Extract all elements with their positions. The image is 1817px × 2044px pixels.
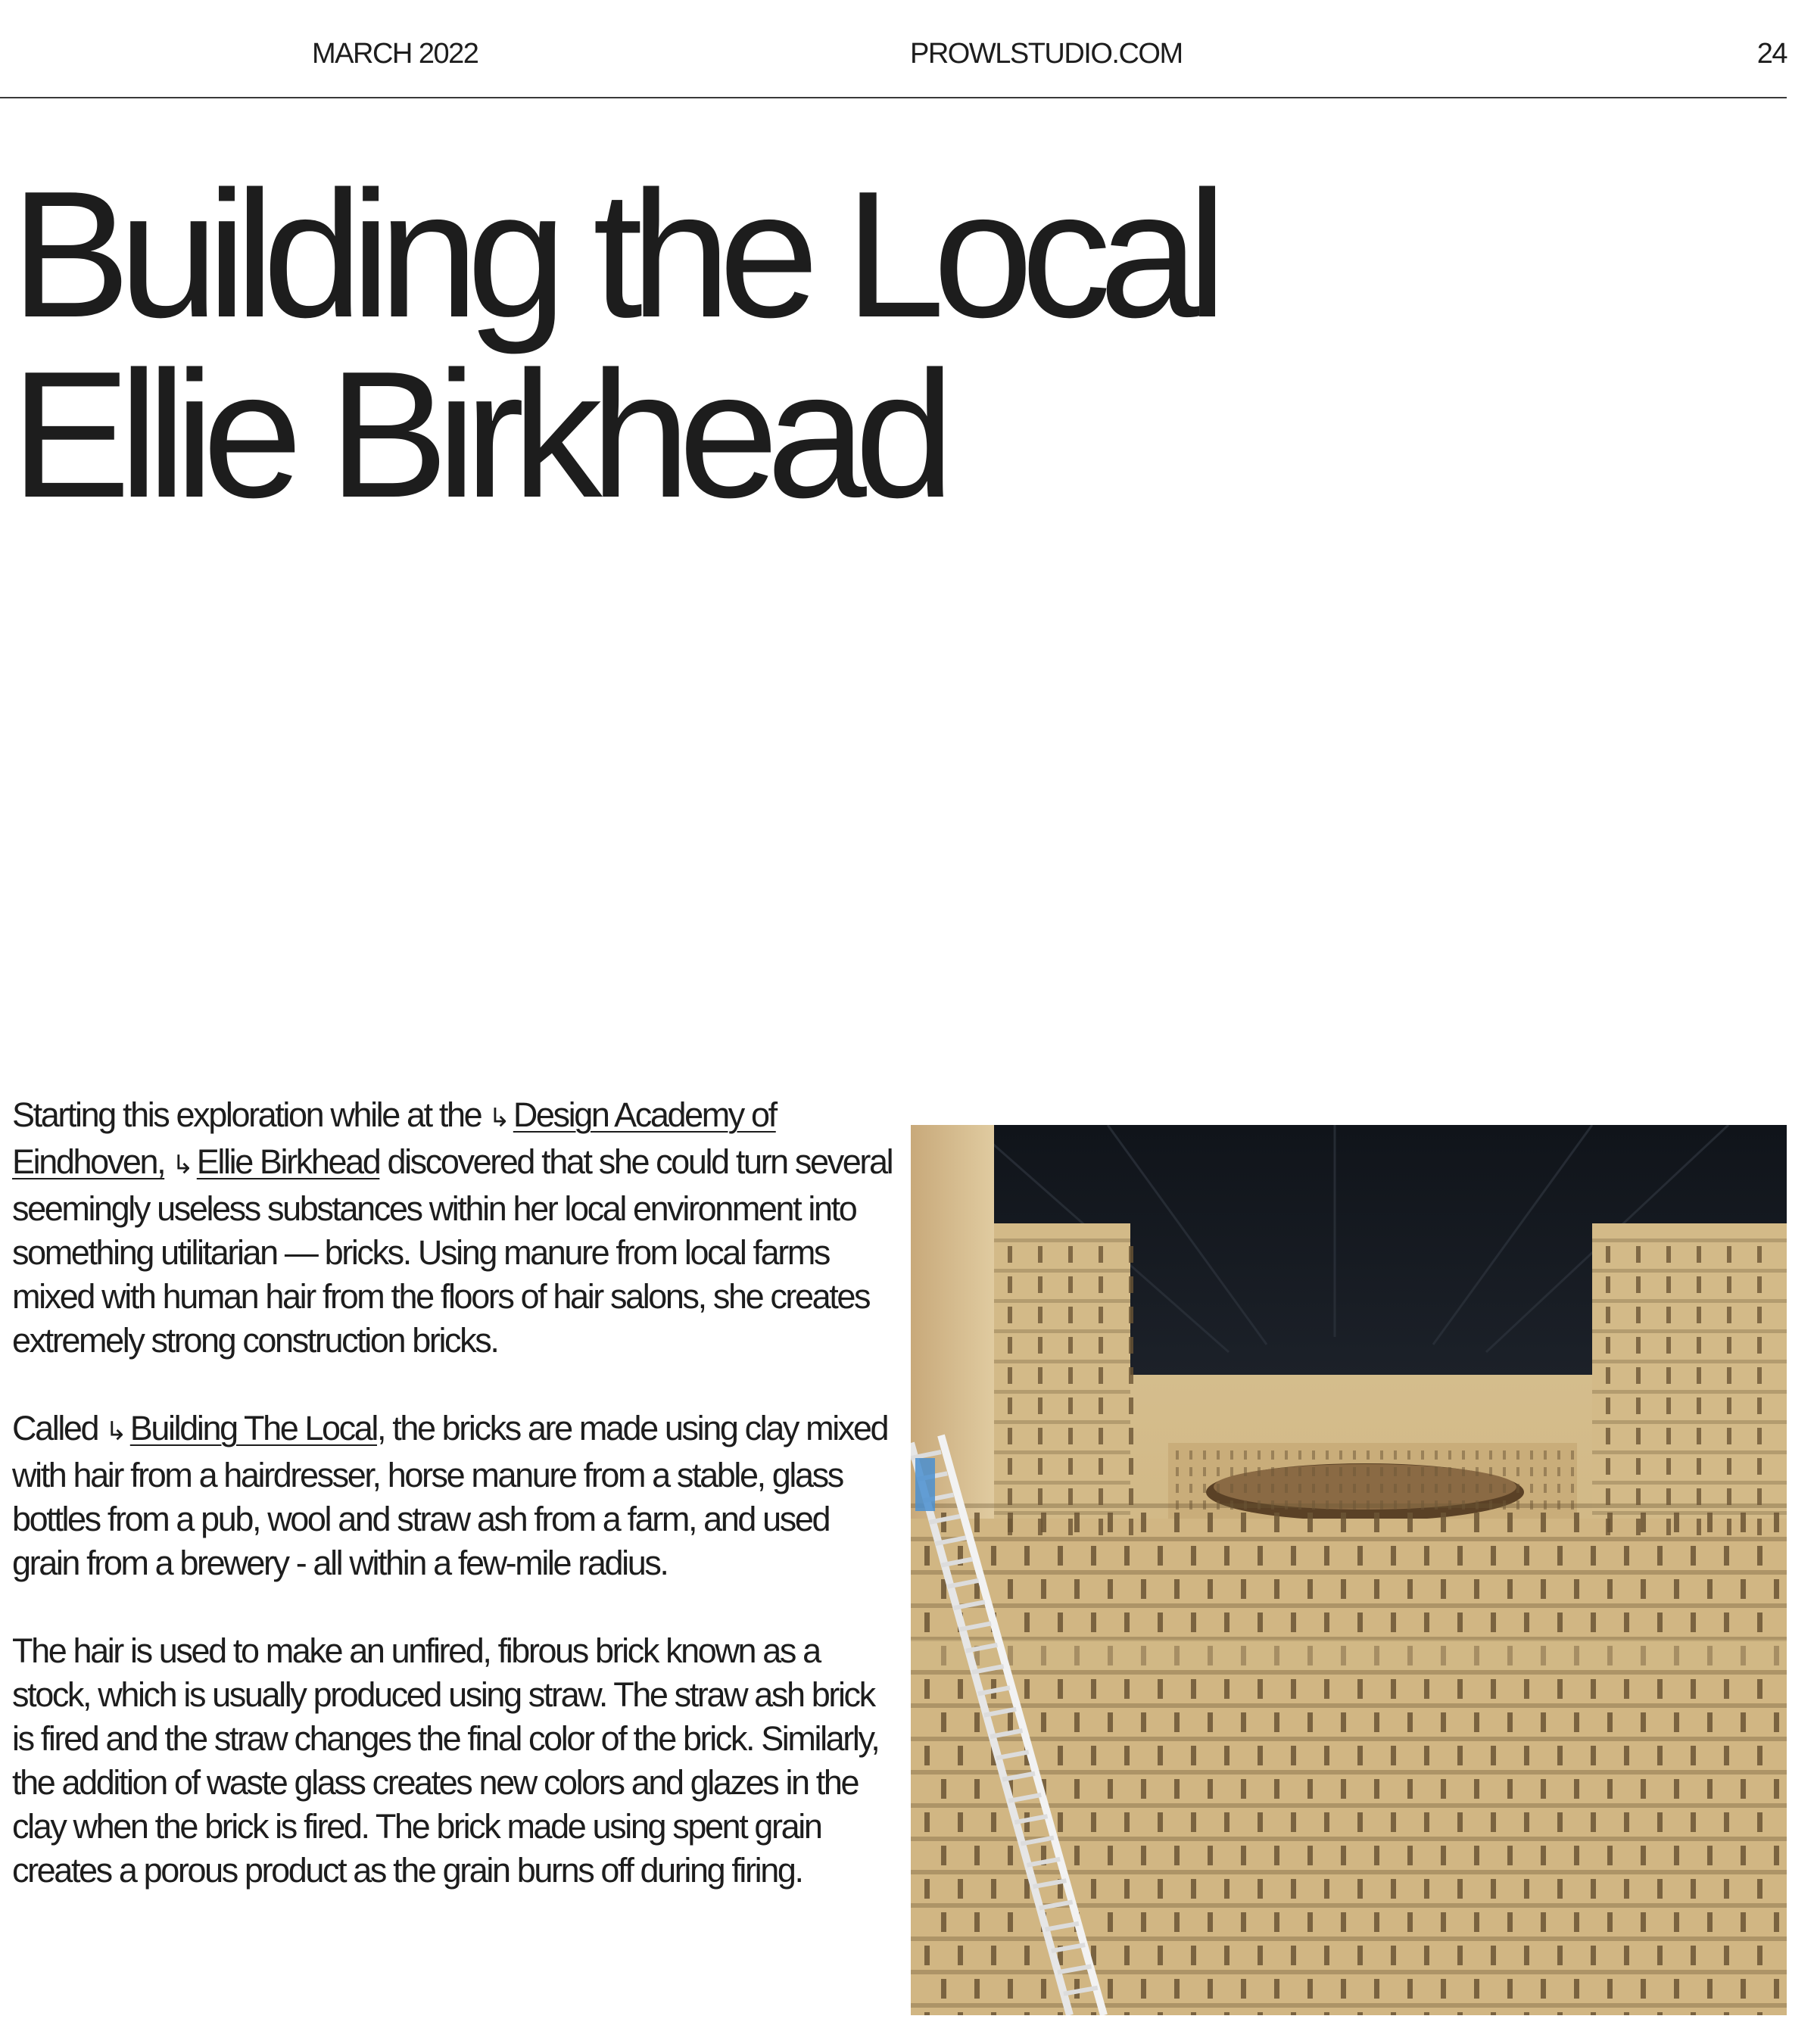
link-arrow-icon: ↳ [488, 1103, 510, 1133]
design-academy-link[interactable]: Design Academy of Eindhoven, [12, 1095, 776, 1181]
paragraph-2 [12, 1407, 894, 1585]
link-arrow-icon: ↳ [105, 1416, 127, 1447]
p2-text-1: Called [12, 1409, 106, 1447]
ellie-birkhead-link[interactable]: Ellie Birkhead [196, 1142, 380, 1181]
paragraph-3: The hair is used to make an unfired, fibrous brick known as a stock, which is usually produced using straw. The straw ash brick is fired and the straw changes the final color of the brick. Similarly, the addition of waste glass creates new colors and glazes in the clay when the brick is fired. The brick made using spent grain creates a porous product as the grain burns off during firing. [12, 1631, 879, 1890]
brick-kiln-photo [911, 1125, 1787, 2015]
p1-text-1: Starting this exploration while at the [12, 1095, 489, 1134]
p1-text-2 [164, 1142, 172, 1181]
p1-text-3: discovered that she could turn several seemingly useless substances within her local environment into something utilitarian — bricks. Using manure from local farms mixed with human hair from the floors of hair salons, she creates extremely strong construction bricks. [12, 1142, 893, 1360]
issue-date: MARCH 2022 [312, 38, 478, 70]
page-header [0, 0, 1787, 98]
building-the-local-link[interactable]: Building The Local [129, 1409, 378, 1447]
title-line-2: Ellie Birkhead [11, 335, 943, 535]
site-url[interactable]: PROWLSTUDIO.COM [910, 38, 1183, 70]
article-title [11, 154, 1215, 535]
article-body [12, 1093, 894, 1893]
paragraph-1 [12, 1093, 894, 1363]
page-number: 24 [1756, 38, 1787, 70]
link-arrow-icon: ↳ [172, 1150, 194, 1180]
title-line-1: Building the Local [11, 154, 1215, 355]
p2-text-2: , the bricks are made using clay mixed with hair from a hairdresser, horse manure from a stable, glass bottles from a pub, wool and straw ash from a farm, and used grain from a brewery - all within a few-mile radius. [12, 1409, 888, 1582]
